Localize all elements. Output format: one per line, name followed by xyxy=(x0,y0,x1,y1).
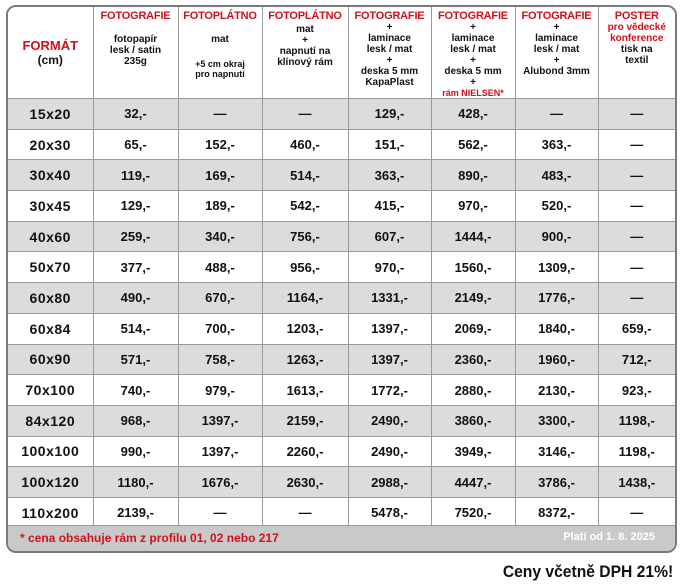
price-cell: — xyxy=(515,99,598,130)
price-cell: 2630,- xyxy=(262,467,348,498)
column-description: mat xyxy=(211,34,229,45)
price-cell: 1203,- xyxy=(262,313,348,344)
column-category: FOTOPLÁTNO xyxy=(268,10,342,22)
price-cell: 340,- xyxy=(178,221,262,252)
column-header-photo-paper xyxy=(93,7,178,99)
price-cell: 1613,- xyxy=(262,375,348,406)
column-header-photo-nielsen xyxy=(431,7,515,99)
price-cell: 740,- xyxy=(93,375,178,406)
table-row xyxy=(8,129,675,160)
price-cell: 129,- xyxy=(348,99,431,130)
price-cell: 670,- xyxy=(178,283,262,314)
column-header-canvas xyxy=(178,7,262,99)
price-cell: — xyxy=(598,283,675,314)
price-cell: 8372,- xyxy=(515,497,598,528)
price-cell: 970,- xyxy=(348,252,431,283)
table-row xyxy=(8,405,675,436)
price-cell: 363,- xyxy=(348,160,431,191)
price-cell: 428,- xyxy=(431,99,515,130)
price-cell: 415,- xyxy=(348,191,431,222)
price-cell: 607,- xyxy=(348,221,431,252)
format-size: 84x120 xyxy=(8,405,93,436)
price-cell: 900,- xyxy=(515,221,598,252)
price-cell: 562,- xyxy=(431,129,515,160)
price-table xyxy=(8,7,675,529)
price-cell: 520,- xyxy=(515,191,598,222)
price-cell: 483,- xyxy=(515,160,598,191)
price-cell: 1198,- xyxy=(598,436,675,467)
column-header-photo-kapaplast xyxy=(348,7,431,99)
format-size: 60x90 xyxy=(8,344,93,375)
price-cell: 2260,- xyxy=(262,436,348,467)
price-cell: 1444,- xyxy=(431,221,515,252)
column-note: +5 cm okraj pro napnutí xyxy=(195,59,245,79)
column-red-note: rám NIELSEN* xyxy=(442,88,504,98)
price-cell: 968,- xyxy=(93,405,178,436)
column-description: mat + napnutí na klínový rám xyxy=(277,24,333,68)
price-cell: 5478,- xyxy=(348,497,431,528)
price-cell: 1198,- xyxy=(598,405,675,436)
table-row xyxy=(8,375,675,406)
price-cell: 542,- xyxy=(262,191,348,222)
table-row xyxy=(8,160,675,191)
price-cell: 890,- xyxy=(431,160,515,191)
table-row xyxy=(8,221,675,252)
price-cell: 1776,- xyxy=(515,283,598,314)
header-row xyxy=(8,7,675,99)
price-cell: — xyxy=(178,99,262,130)
table-row xyxy=(8,252,675,283)
price-cell: — xyxy=(598,160,675,191)
price-cell: 2880,- xyxy=(431,375,515,406)
column-description: + laminace lesk / mat + deska 5 mm + xyxy=(444,22,502,88)
format-title: FORMÁT xyxy=(22,38,79,53)
column-category: FOTOGRAFIE xyxy=(521,10,592,22)
column-description: + laminace lesk / mat + deska 5 mm KapaPlast xyxy=(360,22,419,88)
price-cell: 1960,- xyxy=(515,344,598,375)
price-table-frame xyxy=(6,5,677,553)
price-cell: — xyxy=(598,191,675,222)
price-cell: 1331,- xyxy=(348,283,431,314)
price-cell: 756,- xyxy=(262,221,348,252)
price-cell: 1676,- xyxy=(178,467,262,498)
column-header-photo-alubond xyxy=(515,7,598,99)
price-cell: 3860,- xyxy=(431,405,515,436)
price-cell: 488,- xyxy=(178,252,262,283)
format-header xyxy=(8,7,93,99)
format-size: 100x120 xyxy=(8,467,93,498)
price-cell: 119,- xyxy=(93,160,178,191)
price-cell: — xyxy=(178,497,262,528)
format-size: 20x30 xyxy=(8,129,93,160)
price-cell: — xyxy=(262,497,348,528)
column-category: FOTOGRAFIE xyxy=(100,10,171,22)
price-cell: — xyxy=(598,129,675,160)
price-cell: 923,- xyxy=(598,375,675,406)
price-cell: 2159,- xyxy=(262,405,348,436)
price-cell: 4447,- xyxy=(431,467,515,498)
price-cell: 979,- xyxy=(178,375,262,406)
table-row xyxy=(8,191,675,222)
price-cell: 363,- xyxy=(515,129,598,160)
table-row xyxy=(8,467,675,498)
price-cell: 3786,- xyxy=(515,467,598,498)
price-cell: 514,- xyxy=(262,160,348,191)
price-cell: 1397,- xyxy=(178,436,262,467)
frame-footnote: * cena obsahuje rám z profilu 01, 02 nebo 217 xyxy=(20,531,279,545)
price-cell: 2139,- xyxy=(93,497,178,528)
format-size: 100x100 xyxy=(8,436,93,467)
column-category: FOTOGRAFIE xyxy=(354,10,425,22)
column-header-canvas-stretched xyxy=(262,7,348,99)
price-cell: 2069,- xyxy=(431,313,515,344)
vat-note: Ceny včetně DPH 21%! xyxy=(502,562,673,581)
price-cell: 1397,- xyxy=(178,405,262,436)
format-size: 30x45 xyxy=(8,191,93,222)
table-row xyxy=(8,283,675,314)
price-cell: 3300,- xyxy=(515,405,598,436)
price-cell: 1309,- xyxy=(515,252,598,283)
column-description: fotopapír lesk / satin 235g xyxy=(109,34,162,67)
price-cell: 152,- xyxy=(178,129,262,160)
price-cell: — xyxy=(598,221,675,252)
column-header-poster xyxy=(598,7,675,99)
table-row xyxy=(8,436,675,467)
format-size: 40x60 xyxy=(8,221,93,252)
price-cell: 1438,- xyxy=(598,467,675,498)
price-cell: 129,- xyxy=(93,191,178,222)
price-cell: 758,- xyxy=(178,344,262,375)
format-size: 30x40 xyxy=(8,160,93,191)
price-cell: 151,- xyxy=(348,129,431,160)
column-description: tisk na textil xyxy=(620,44,653,66)
format-size: 70x100 xyxy=(8,375,93,406)
price-cell: 990,- xyxy=(93,436,178,467)
price-cell: 7520,- xyxy=(431,497,515,528)
price-cell: 970,- xyxy=(431,191,515,222)
price-cell: — xyxy=(598,252,675,283)
price-cell: 1772,- xyxy=(348,375,431,406)
price-cell: 2130,- xyxy=(515,375,598,406)
column-description-highlight: pro vědecké konference xyxy=(607,22,666,44)
column-category: FOTOPLÁTNO xyxy=(183,10,257,22)
price-cell: 2360,- xyxy=(431,344,515,375)
price-cell: 1397,- xyxy=(348,344,431,375)
price-cell: 700,- xyxy=(178,313,262,344)
table-footer xyxy=(8,525,675,551)
price-cell: 189,- xyxy=(178,191,262,222)
price-cell: 3146,- xyxy=(515,436,598,467)
price-cell: 956,- xyxy=(262,252,348,283)
price-cell: 1180,- xyxy=(93,467,178,498)
price-cell: 2988,- xyxy=(348,467,431,498)
price-table-body xyxy=(8,99,675,529)
price-cell: 3949,- xyxy=(431,436,515,467)
price-cell: 659,- xyxy=(598,313,675,344)
price-cell: 460,- xyxy=(262,129,348,160)
price-cell: 32,- xyxy=(93,99,178,130)
column-category: FOTOGRAFIE xyxy=(438,10,508,22)
table-row xyxy=(8,99,675,130)
format-size: 15x20 xyxy=(8,99,93,130)
format-unit: (cm) xyxy=(37,53,63,67)
price-cell: 169,- xyxy=(178,160,262,191)
price-cell: 259,- xyxy=(93,221,178,252)
format-size: 60x80 xyxy=(8,283,93,314)
price-cell: 490,- xyxy=(93,283,178,314)
format-size: 50x70 xyxy=(8,252,93,283)
price-cell: 712,- xyxy=(598,344,675,375)
price-cell: 571,- xyxy=(93,344,178,375)
price-cell: 1164,- xyxy=(262,283,348,314)
price-cell: 65,- xyxy=(93,129,178,160)
price-cell: — xyxy=(598,99,675,130)
price-cell: — xyxy=(598,497,675,528)
column-description: + laminace lesk / mat + Alubond 3mm xyxy=(523,22,590,77)
price-cell: 377,- xyxy=(93,252,178,283)
table-row xyxy=(8,313,675,344)
price-cell: 1840,- xyxy=(515,313,598,344)
price-cell: 2149,- xyxy=(431,283,515,314)
price-cell: 2490,- xyxy=(348,405,431,436)
price-cell: 1560,- xyxy=(431,252,515,283)
price-cell: 2490,- xyxy=(348,436,431,467)
price-cell: 1397,- xyxy=(348,313,431,344)
format-size: 60x84 xyxy=(8,313,93,344)
validity-date: Platí od 1. 8. 2025 xyxy=(563,531,655,543)
column-category: POSTER xyxy=(614,10,659,22)
price-cell: 514,- xyxy=(93,313,178,344)
price-cell: — xyxy=(262,99,348,130)
table-row xyxy=(8,344,675,375)
table-row xyxy=(8,497,675,528)
format-size: 110x200 xyxy=(8,497,93,528)
price-cell: 1263,- xyxy=(262,344,348,375)
